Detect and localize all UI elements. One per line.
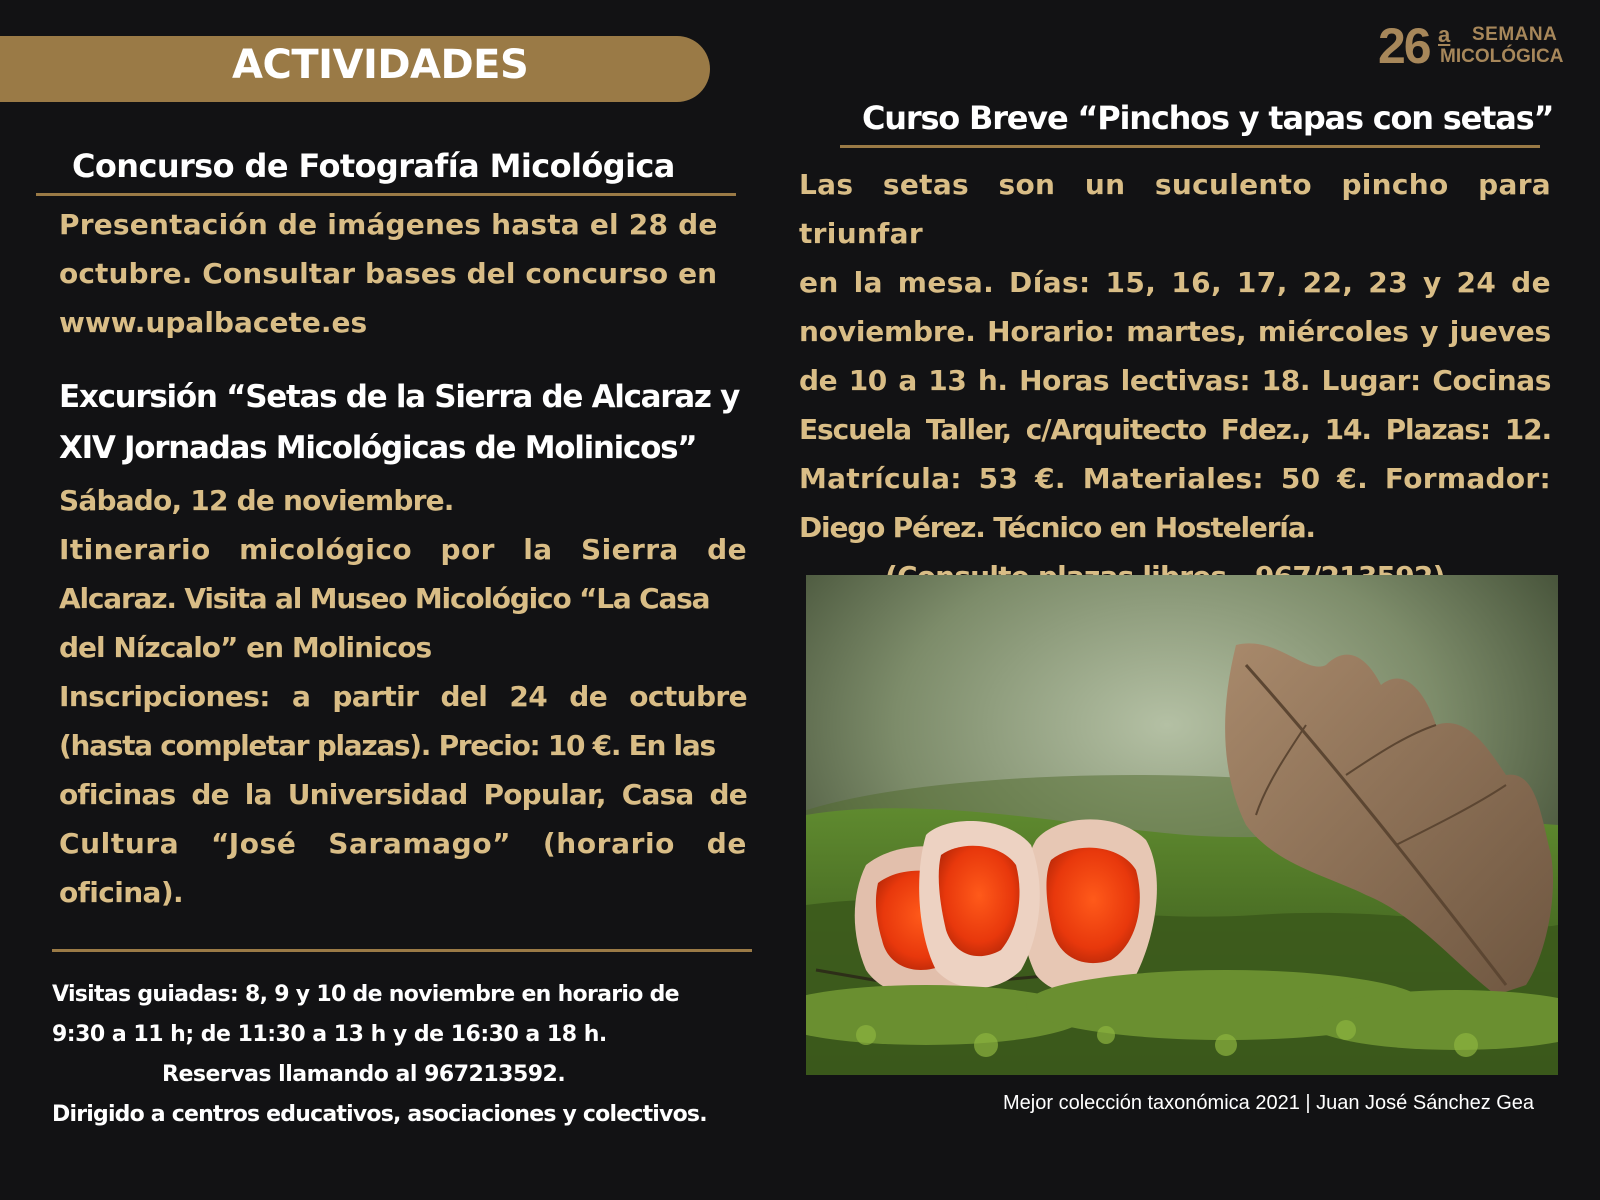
excursion-line: Itinerario micológico por la Sierra de [59,533,747,566]
visits-line: Visitas guiadas: 8, 9 y 10 de noviembre en horario de [52,982,679,1007]
contest-line: Presentación de imágenes hasta el 28 de [59,208,718,241]
excursion-line: Alcaraz. Visita al Museo Micológico “La Casa [59,582,710,615]
excursion-line: oficina). [59,876,184,909]
contest-link[interactable]: www.upalbacete.es [59,306,368,339]
course-line: noviembre. Horario: martes, miércoles y jueves [799,315,1551,348]
contest-body [59,200,721,347]
excursion-line: (hasta completar plazas). Precio: 10 €. En las [59,729,715,762]
excursion-line: Cultura “José Saramago” (horario de [59,827,747,860]
excursion-title-line: XIV Jornadas Micológicas de Molinicos” [59,430,697,466]
excursion-line: Sábado, 12 de noviembre. [59,484,454,517]
excursion-title [59,372,739,474]
course-line: Escuela Taller, c/Arquitecto Fdez., 14. Plazas: 12. [799,413,1551,446]
visits-line: Reservas llamando al 967213592. [162,1062,566,1087]
excursion-body [59,476,747,917]
mushroom-photo-illustration [806,575,1558,1075]
excursion-line: oficinas de la Universidad Popular, Casa de [59,778,747,811]
logo-number: 26 [1378,18,1430,74]
mushroom-photo [806,575,1558,1075]
course-line: en la mesa. Días: 15, 16, 17, 22, 23 y 24 de [799,266,1551,299]
course-body [799,160,1551,601]
logo-line-2: MICOLÓGICA [1440,46,1564,67]
logo-superscript: a [1438,22,1451,47]
semana-micologica-logo [1378,20,1578,72]
contest-line: octubre. Consultar bases del concurso en [59,257,718,290]
course-line: Diego Pérez. Técnico en Hostelería. [799,511,1315,544]
course-line: de 10 a 13 h. Horas lectivas: 18. Lugar: Cocinas [799,364,1551,397]
photo-caption: Mejor colección taxonómica 2021 | Juan José Sánchez Gea [1003,1092,1535,1114]
course-line: Las setas son un suculento pincho para triunfar [799,168,1551,250]
visits-line: Dirigido a centros educativos, asociaciones y colectivos. [52,1102,707,1127]
contest-rule [36,193,736,196]
section-divider [52,949,752,952]
course-line: Matrícula: 53 €. Materiales: 50 €. Formador: [799,462,1551,495]
logo-line-1: SEMANA [1472,24,1558,45]
course-title: Curso Breve “Pinchos y tapas con setas” [862,99,1554,137]
excursion-line: del Nízcalo” en Molinicos [59,631,432,664]
excursion-title-line: Excursión “Setas de la Sierra de Alcaraz y [59,379,740,415]
contest-title: Concurso de Fotografía Micológica [72,147,675,185]
banner-title: ACTIVIDADES [232,42,529,88]
course-rule [840,145,1540,148]
guided-visits [52,975,782,1135]
visits-line: 9:30 a 11 h; de 11:30 a 13 h y de 16:30 a 18 h. [52,1022,607,1047]
excursion-line: Inscripciones: a partir del 24 de octubre [59,680,747,713]
